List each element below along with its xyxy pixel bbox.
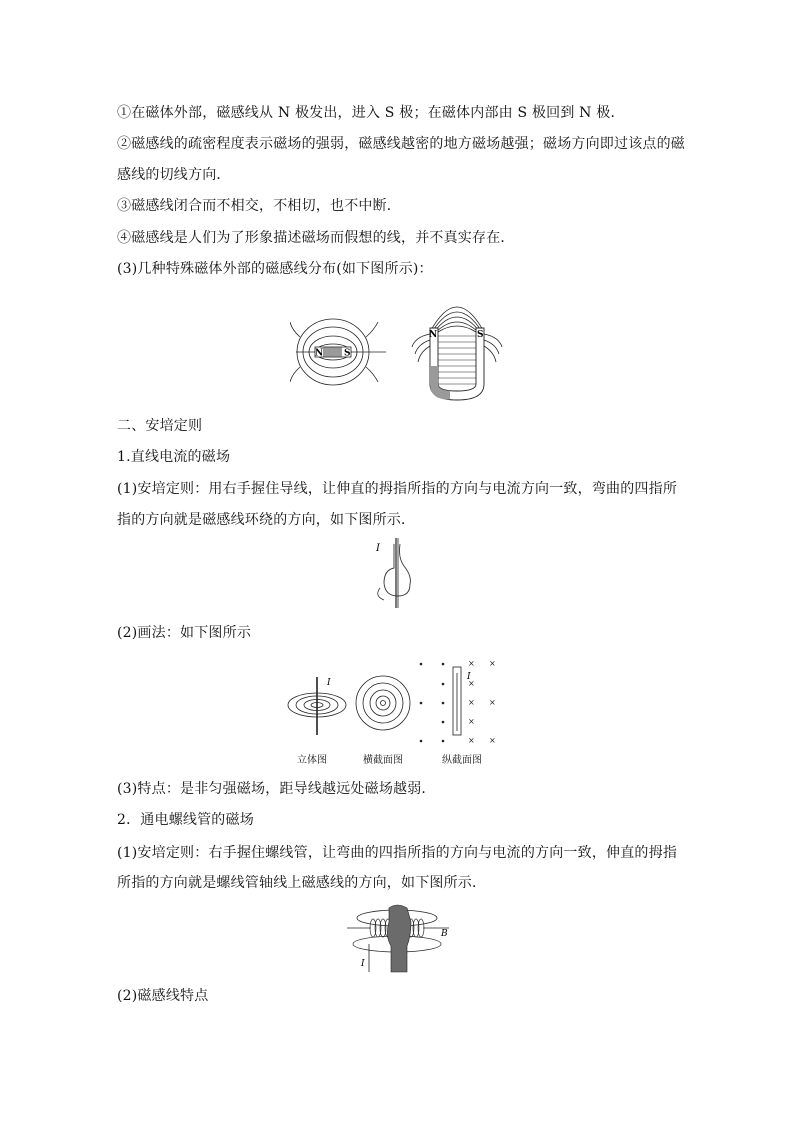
svg-text:×: ×: [489, 736, 496, 745]
svg-text:×: ×: [468, 659, 475, 668]
solenoid-field-label: B: [441, 929, 448, 939]
svg-text:×: ×: [468, 736, 475, 745]
text-line-drawing: (2)画法：如下图所示: [117, 625, 252, 641]
text-line-field-features: (2)磁感线特点: [117, 988, 209, 1004]
text-line-rule-1: (1)安培定则：用右手握住导线，让伸直的拇指所指的方向与电流方向一致，弯曲的四指所: [117, 481, 678, 497]
caption-longitudinal-section: 纵截面图: [442, 755, 482, 766]
solenoid-diagram: [345, 900, 455, 975]
u-magnet-n-label: N: [429, 330, 438, 340]
caption-cross-section: 横截面图: [363, 755, 403, 766]
text-line-solenoid-1: (1)安培定则：右手握住螺线管，让弯曲的四指所指的方向与电流的方向一致，伸直的拇指: [117, 845, 678, 861]
bar-magnet-s-label: S: [344, 348, 351, 359]
drawing-methods-diagram: [285, 655, 500, 750]
right-hand-wire-figure: [370, 538, 430, 608]
text-line-3: 感线的切线方向．: [117, 167, 231, 183]
magnet-field-diagram: [290, 292, 510, 404]
text-line-solenoid-2: 所指的方向就是螺线管轴线上磁感线的方向，如下图所示．: [117, 875, 487, 891]
subheading-straight-current: 1.直线电流的磁场: [117, 449, 231, 465]
u-magnet-s-label: S: [477, 330, 484, 340]
solenoid-hand-figure: [345, 900, 455, 975]
drawing-current-label: I: [327, 678, 331, 688]
caption-3d-view: 立体图: [297, 755, 327, 766]
magnet-field-figure: [290, 292, 510, 404]
svg-text:×: ×: [468, 679, 475, 688]
straight-current-drawings: [285, 655, 500, 767]
text-line-6: (3)几种特殊磁体外部的磁感线分布(如下图所示)：: [117, 261, 433, 277]
svg-text:×: ×: [468, 698, 475, 707]
svg-text:×: ×: [468, 717, 475, 726]
text-line-feature: (3)特点：是非匀强磁场，距导线越远处磁场越弱．: [117, 781, 436, 797]
svg-text:×: ×: [489, 659, 496, 668]
subheading-solenoid: 2．通电螺线管的磁场: [117, 812, 254, 828]
current-label: I: [376, 543, 380, 554]
text-line-2: ②磁感线的疏密程度表示磁场的强弱，磁感线越密的地方磁场越强；磁场方向即过该点的磁: [117, 136, 685, 152]
section-current-label: I: [467, 672, 471, 682]
bar-magnet-n-label: N: [315, 348, 324, 359]
text-line-5: ④磁感线是人们为了形象描述磁场而假想的线，并不真实存在．: [117, 230, 515, 246]
text-line-4: ③磁感线闭合而不相交，不相切，也不中断．: [117, 198, 401, 214]
solenoid-current-label: I: [361, 959, 365, 969]
hand-grip-diagram: [370, 538, 430, 608]
text-line-1: ①在磁体外部，磁感线从 N 极发出，进入 S 极；在磁体内部由 S 极回到 N 极．: [117, 105, 625, 121]
text-line-rule-2: 指的方向就是磁感线环绕的方向，如下图所示．: [117, 512, 416, 528]
svg-text:×: ×: [489, 698, 496, 707]
section-heading-ampere-rule: 二、安培定则: [117, 418, 203, 434]
